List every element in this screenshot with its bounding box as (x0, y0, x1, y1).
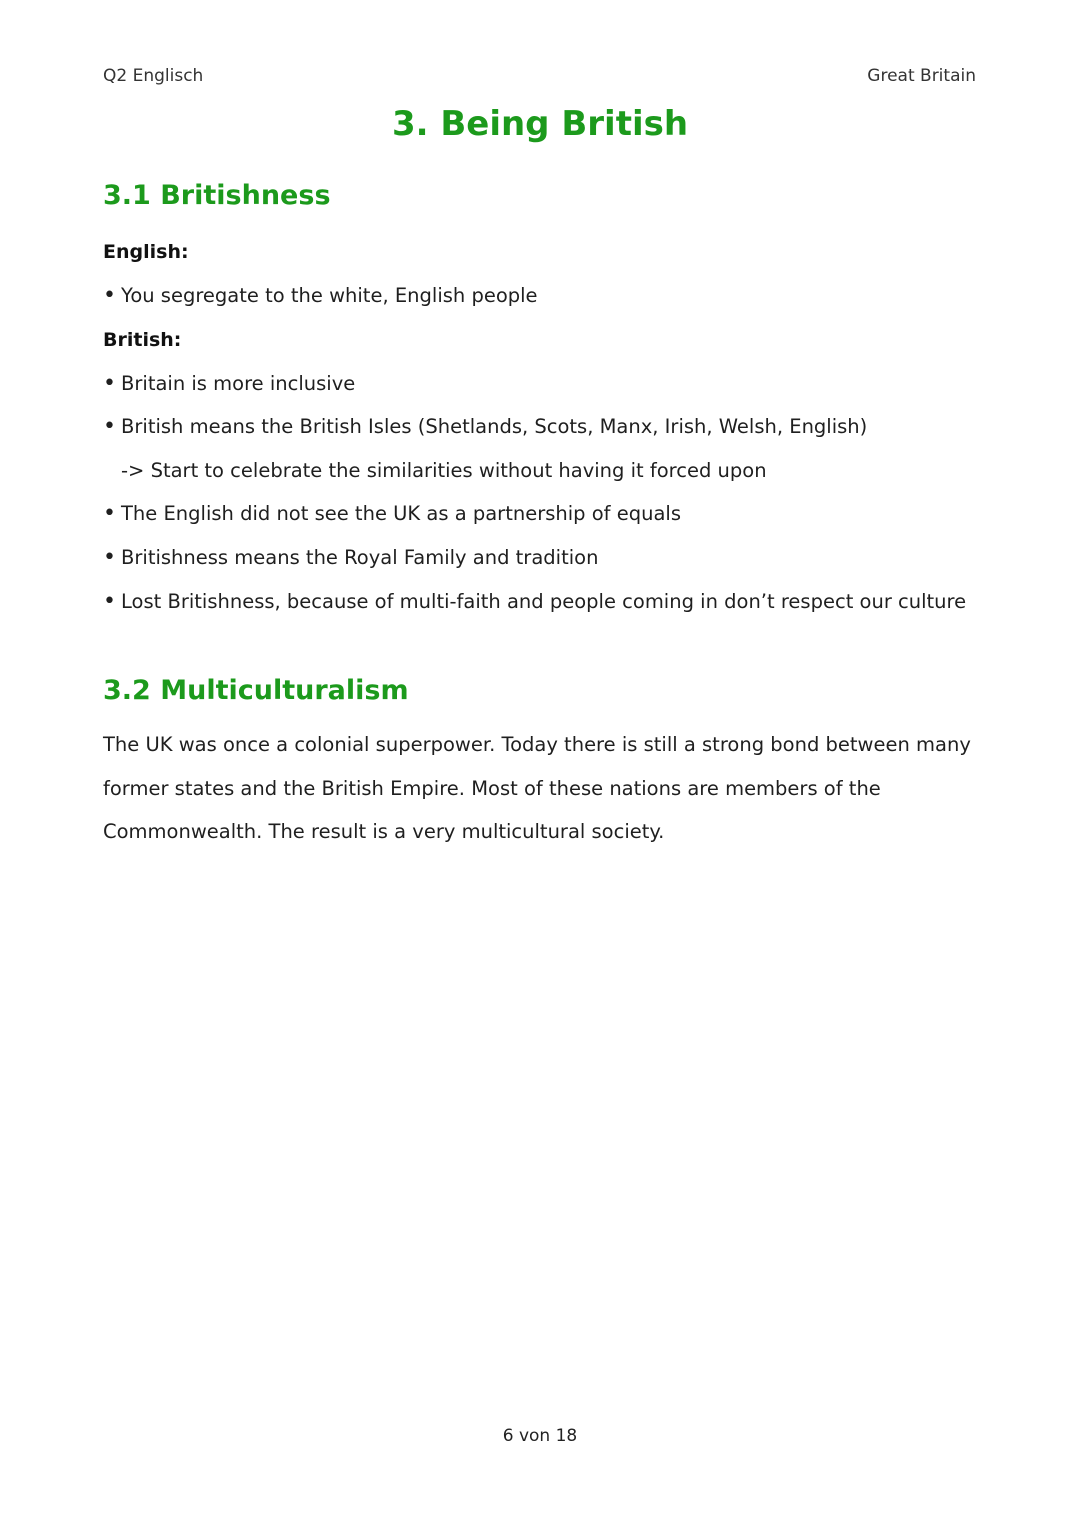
section-heading-britishness: 3.1 Britishness (103, 180, 331, 211)
list-item: • You segregate to the white, English people (103, 274, 983, 318)
page-number: 6 von 18 (502, 1426, 578, 1446)
paragraph-line: The UK was once a colonial superpower. Today there is still a strong bond between many (103, 733, 971, 757)
page-title: 3. Being British (391, 104, 689, 144)
list-item: • Lost Britishness, because of multi-faith and people coming in don’t respect our culture (103, 580, 983, 624)
section-heading-multiculturalism: 3.2 Multiculturalism (103, 675, 409, 707)
header-topic: Great Britain (867, 66, 976, 86)
header-course: Q2 Englisch (103, 66, 204, 86)
label-british: British: (103, 328, 182, 351)
list-item: • Britishness means the Royal Family and tradition (103, 536, 983, 580)
paragraph-line: former states and the British Empire. Most of these nations are members of the (103, 776, 881, 800)
list-item: • Britain is more inclusive (103, 362, 983, 406)
label-english: English: (103, 241, 189, 263)
page-content (103, 176, 983, 854)
list-item: • British means the British Isles (Shetlands, Scots, Manx, Irish, Welsh, English) (103, 405, 983, 449)
paragraph-multiculturalism (103, 723, 983, 854)
list-item: • The English did not see the UK as a partnership of equals (103, 492, 983, 536)
paragraph-line: Commonwealth. The result is a very multicultural society. (103, 820, 665, 844)
list-subitem: -> Start to celebrate the similarities without having it forced upon (121, 458, 767, 482)
